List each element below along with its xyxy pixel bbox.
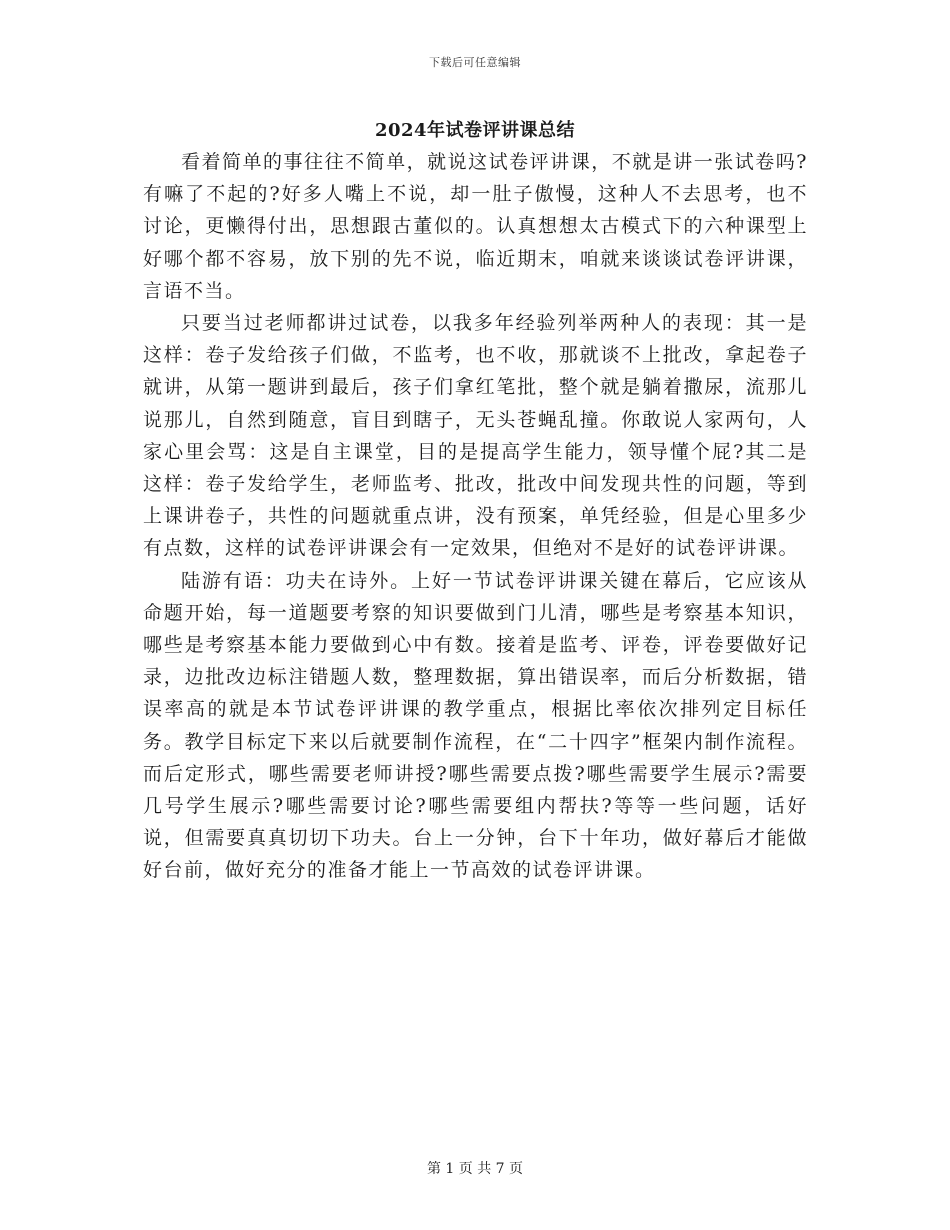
paragraph-3: 陆游有语：功夫在诗外。上好一节试卷评讲课关键在幕后，它应该从命题开始，每一道题要考察的知识要做到门儿清，哪些是考察基本知识，哪些是考察基本能力要做到心中有数。接着是监考、评卷，评卷要做好记录，边批改边标注错题人数，整理数据，算出错误率，而后分析数据，错误率高的就是本节试卷评讲课的教学重点，根据比率依次排列定目标任务。教学目标定下来以后就要制作流程，在“二十四字”框架内制作流程。而后定形式，哪些需要老师讲授?哪些需要点拨?哪些需要学生展示?需要几号学生展示?哪些需要讨论?哪些需要组内帮扶?等等一些问题，话好说，但需要真真切切下功夫。台上一分钟，台下十年功，做好幕后才能做好台前，做好充分的准备才能上一节高效的试卷评讲课。 [143, 569, 808, 882]
header-note: 下载后可任意编辑 [429, 56, 521, 69]
document-body [143, 146, 808, 887]
paragraph-2: 只要当过老师都讲过试卷，以我多年经验列举两种人的表现：其一是这样：卷子发给孩子们做，不监考，也不收，那就谈不上批改，拿起卷子就讲，从第一题讲到最后，孩子们拿红笔批，整个就是躺着撒尿，流那儿说那儿，自然到随意，盲目到瞎子，无头苍蝇乱撞。你敢说人家两句，人家心里会骂：这是自主课堂，目的是提高学生能力，领导懂个屁?其二是这样：卷子发给学生，老师监考、批改，批改中间发现共性的问题，等到上课讲卷子，共性的问题就重点讲，没有预案，单凭经验，但是心里多少有点数，这样的试卷评讲课会有一定效果，但绝对不是好的试卷评讲课。 [143, 312, 808, 560]
page-number: 第 1 页 共 7 页 [426, 1161, 524, 1177]
document-title: 2024年试卷评讲课总结 [374, 120, 576, 141]
paragraph-1: 看着简单的事往往不简单，就说这试卷评讲课，不就是讲一张试卷吗?有嘛了不起的?好多人嘴上不说，却一肚子傲慢，这种人不去思考，也不讨论，更懒得付出，思想跟古董似的。认真想想太古模式下的六种课型上好哪个都不容易，放下别的先不说，临近期末，咱就来谈谈试卷评讲课，言语不当。 [143, 151, 808, 302]
